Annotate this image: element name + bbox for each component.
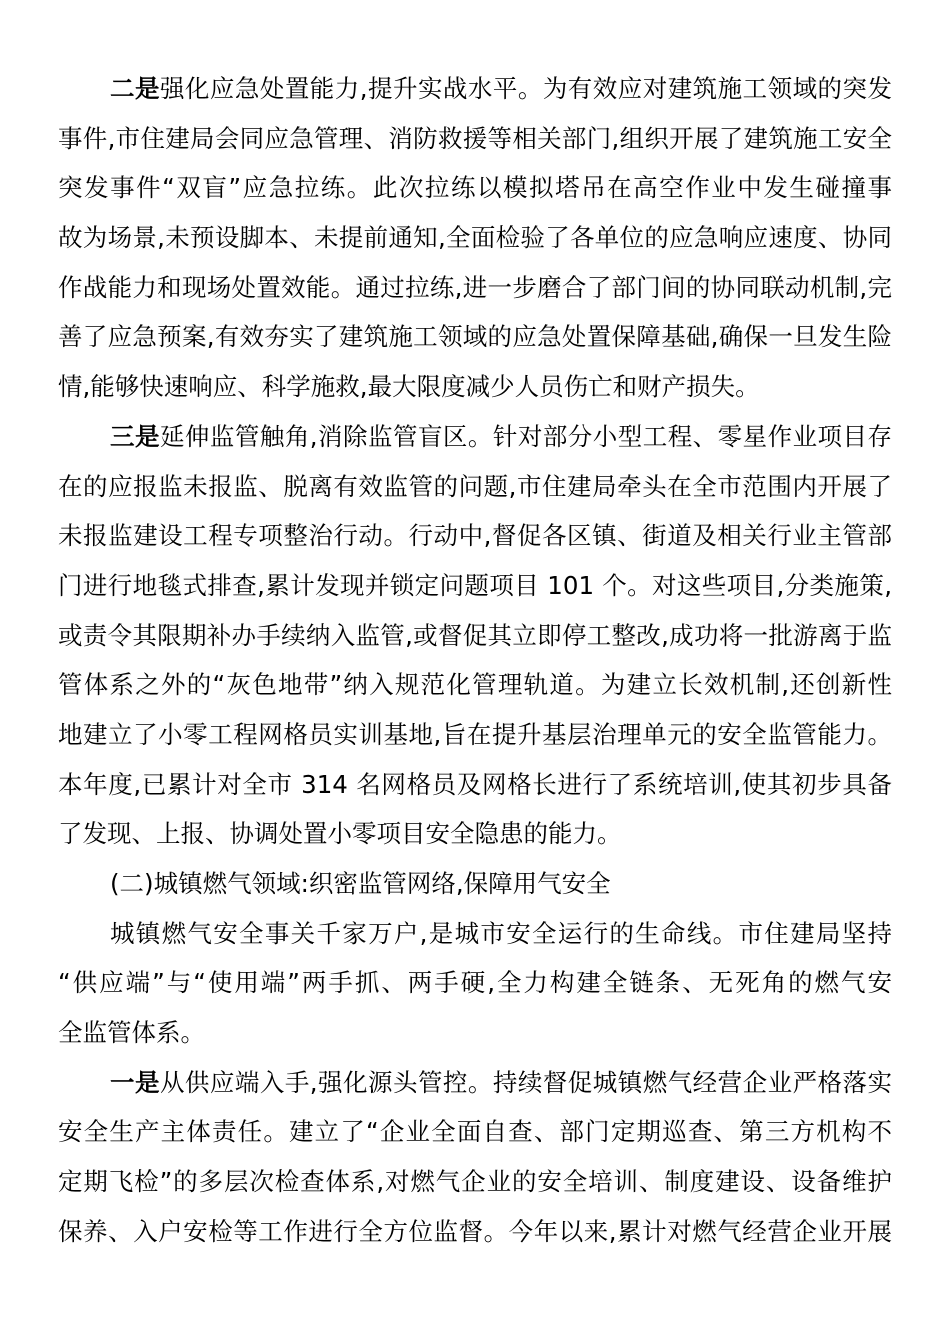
- text-line: 故为场景,未预设脚本、未提前通知,全面检验了各单位的应急响应速度、协同: [58, 223, 892, 253]
- text-line: 安全生产主体责任。建立了“企业全面自查、部门定期巡查、第三方机构不: [58, 1117, 892, 1147]
- text-line: 未报监建设工程专项整治行动。行动中,督促各区镇、街道及相关行业主管部: [58, 521, 892, 551]
- paragraph-gas-safety-intro: [58, 909, 892, 1058]
- text-line: 情,能够快速响应、科学施救,最大限度减少人员伤亡和财产损失。: [58, 372, 760, 402]
- text-line: [58, 412, 892, 462]
- text-line: “供应端”与“使用端”两手抓、两手硬,全力构建全链条、无死角的燃气安: [58, 968, 892, 998]
- text-line: 定期飞检”的多层次检查体系,对燃气企业的安全培训、制度建设、设备维护: [58, 1167, 892, 1197]
- text-line: [58, 64, 892, 114]
- text-line: 在的应报监未报监、脱离有效监管的问题,市住建局牵头在全市范围内开展了: [58, 471, 892, 501]
- paragraph-supervision-extension: [58, 412, 892, 859]
- text-line: 作战能力和现场处置效能。通过拉练,进一步磨合了部门间的协同联动机制,完: [58, 272, 892, 302]
- text-line: 全监管体系。: [58, 1018, 205, 1048]
- text-line: 门进行地毯式排查,累计发现并锁定问题项目 101 个。对这些项目,分类施策,: [58, 570, 892, 600]
- text-line: 地建立了小零工程网格员实训基地,旨在提升基层治理单元的安全监管能力。: [58, 719, 892, 749]
- line-text: 强化应急处置能力,提升实战水平。为有效应对建筑施工领域的突发: [159, 74, 892, 103]
- line-text: 延伸监管触角,消除监管盲区。针对部分小型工程、零星作业项目存: [159, 421, 892, 451]
- text-line: 管体系之外的“灰色地带”纳入规范化管理轨道。为建立长效机制,还创新性: [58, 670, 892, 700]
- line-text: 从供应端入手,强化源头管控。持续督促城镇燃气经营企业严格落实: [159, 1067, 892, 1097]
- text-line: 城镇燃气安全事关千家万户,是城市安全运行的生命线。市住建局坚持: [110, 918, 892, 948]
- text-line: [58, 1058, 892, 1108]
- paragraph-supply-side-control: [58, 1058, 892, 1257]
- text-line: 或责令其限期补办手续纳入监管,或督促其立即停工整改,成功将一批游离于监: [58, 620, 892, 650]
- paragraph-lead: 三是: [110, 421, 160, 451]
- paragraph-emergency-response: [58, 64, 892, 412]
- text-line: 了发现、上报、协调处置小零项目安全隐患的能力。: [58, 819, 622, 849]
- paragraph-lead: 二是: [110, 74, 160, 103]
- text-line: 事件,市住建局会同应急管理、消防救援等相关部门,组织开展了建筑施工安全: [58, 123, 892, 153]
- text-line: 善了应急预案,有效夯实了建筑施工领域的应急处置保障基础,确保一旦发生险: [58, 322, 892, 352]
- section-heading: (二)城镇燃气领域:织密监管网络,保障用气安全: [110, 869, 611, 898]
- paragraph-lead: 一是: [110, 1067, 160, 1097]
- text-line: 突发事件“双盲”应急拉练。此次拉练以模拟塔吊在高空作业中发生碰撞事: [58, 173, 892, 203]
- text-line: 保养、入户安检等工作进行全方位监督。今年以来,累计对燃气经营企业开展: [58, 1216, 892, 1246]
- document-body: [58, 64, 892, 1257]
- text-line: 本年度,已累计对全市 314 名网格员及网格长进行了系统培训,使其初步具备: [58, 769, 892, 799]
